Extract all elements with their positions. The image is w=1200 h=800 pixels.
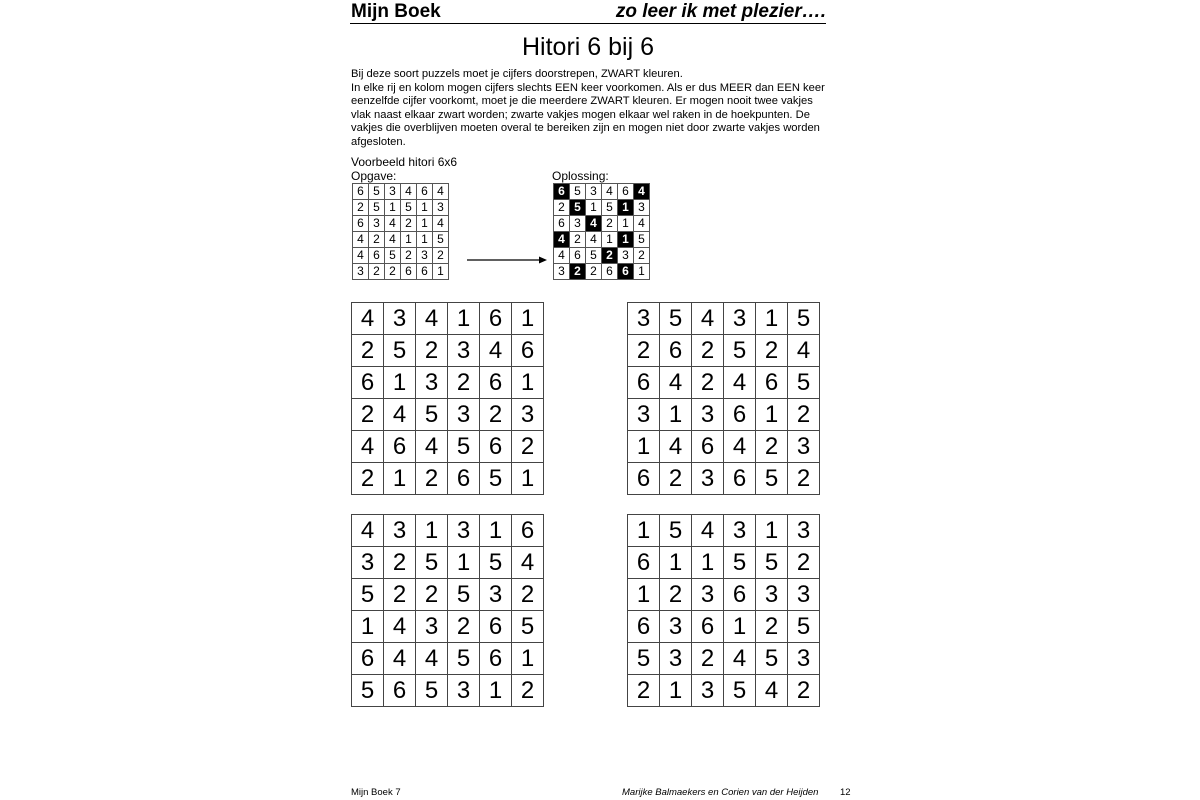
grid-cell[interactable]: 3 [692, 579, 724, 611]
grid-cell[interactable]: 1 [660, 675, 692, 707]
grid-row [352, 335, 544, 367]
grid-cell: 4 [353, 232, 369, 248]
grid-cell[interactable]: 2 [692, 335, 724, 367]
grid-cell[interactable]: 5 [724, 547, 756, 579]
grid-cell[interactable]: 5 [724, 335, 756, 367]
grid-cell: 4 [554, 232, 570, 248]
grid-cell: 4 [554, 248, 570, 264]
grid-cell[interactable]: 4 [692, 515, 724, 547]
grid-cell: 5 [369, 200, 385, 216]
grid-row [628, 675, 820, 707]
grid-cell: 3 [385, 184, 401, 200]
grid-cell[interactable]: 5 [512, 611, 544, 643]
grid-cell: 2 [369, 264, 385, 280]
grid-cell[interactable]: 5 [416, 675, 448, 707]
grid-cell[interactable]: 3 [788, 643, 820, 675]
grid-cell: 1 [417, 232, 433, 248]
puzzle-grid-3 [351, 514, 544, 707]
grid-cell: 1 [417, 200, 433, 216]
grid-row [352, 431, 544, 463]
example-opgave-grid [352, 183, 449, 280]
grid-cell[interactable]: 1 [384, 367, 416, 399]
grid-cell[interactable]: 1 [512, 303, 544, 335]
grid-cell[interactable]: 4 [416, 431, 448, 463]
grid-cell: 6 [618, 184, 634, 200]
grid-row [353, 232, 449, 248]
grid-cell[interactable]: 2 [352, 335, 384, 367]
grid-cell[interactable]: 1 [448, 547, 480, 579]
grid-cell[interactable]: 4 [756, 675, 788, 707]
grid-cell: 3 [369, 216, 385, 232]
grid-cell: 5 [570, 200, 586, 216]
grid-cell[interactable]: 3 [448, 335, 480, 367]
grid-cell: 3 [554, 264, 570, 280]
grid-cell: 5 [369, 184, 385, 200]
header-slogan: zo leer ik met plezier…. [615, 1, 826, 22]
grid-cell[interactable]: 5 [480, 547, 512, 579]
grid-cell[interactable]: 1 [512, 463, 544, 495]
grid-cell[interactable]: 3 [448, 515, 480, 547]
grid-cell: 3 [353, 264, 369, 280]
grid-cell[interactable]: 4 [660, 367, 692, 399]
grid-cell[interactable]: 1 [512, 643, 544, 675]
grid-cell[interactable]: 5 [384, 335, 416, 367]
grid-cell[interactable]: 2 [384, 579, 416, 611]
grid-row [628, 431, 820, 463]
grid-cell: 3 [570, 216, 586, 232]
grid-row [352, 515, 544, 547]
grid-cell[interactable]: 5 [628, 643, 660, 675]
grid-cell[interactable]: 5 [352, 675, 384, 707]
arrow-right-icon [467, 254, 547, 266]
grid-cell[interactable]: 5 [352, 579, 384, 611]
grid-cell[interactable]: 2 [512, 675, 544, 707]
grid-cell[interactable]: 6 [384, 431, 416, 463]
grid-cell[interactable]: 1 [724, 611, 756, 643]
grid-cell[interactable]: 1 [384, 463, 416, 495]
grid-cell: 4 [353, 248, 369, 264]
grid-row [352, 579, 544, 611]
grid-cell[interactable]: 2 [512, 431, 544, 463]
grid-row [352, 675, 544, 707]
grid-cell: 1 [618, 216, 634, 232]
grid-cell[interactable]: 5 [448, 431, 480, 463]
grid-row [628, 579, 820, 611]
grid-cell[interactable]: 6 [724, 399, 756, 431]
grid-cell[interactable]: 5 [724, 675, 756, 707]
grid-cell[interactable]: 2 [352, 399, 384, 431]
grid-cell[interactable]: 4 [724, 367, 756, 399]
grid-cell[interactable]: 3 [660, 643, 692, 675]
grid-cell[interactable]: 1 [756, 303, 788, 335]
grid-cell[interactable]: 2 [416, 463, 448, 495]
grid-cell: 6 [369, 248, 385, 264]
grid-row [554, 264, 650, 280]
grid-cell[interactable]: 3 [724, 303, 756, 335]
grid-cell[interactable]: 5 [756, 463, 788, 495]
grid-cell[interactable]: 6 [480, 643, 512, 675]
grid-cell[interactable]: 6 [756, 367, 788, 399]
grid-cell[interactable]: 3 [448, 675, 480, 707]
grid-cell: 4 [385, 216, 401, 232]
grid-cell[interactable]: 3 [416, 367, 448, 399]
grid-cell[interactable]: 1 [628, 579, 660, 611]
grid-cell[interactable]: 5 [788, 367, 820, 399]
grid-cell: 6 [554, 216, 570, 232]
puzzle-grid-2 [627, 302, 820, 495]
grid-cell: 2 [369, 232, 385, 248]
grid-cell[interactable]: 2 [692, 367, 724, 399]
grid-cell: 4 [586, 216, 602, 232]
grid-cell: 4 [401, 184, 417, 200]
grid-cell: 4 [433, 216, 449, 232]
grid-cell[interactable]: 4 [480, 335, 512, 367]
grid-cell[interactable]: 6 [692, 611, 724, 643]
grid-cell[interactable]: 6 [628, 463, 660, 495]
grid-row [628, 547, 820, 579]
grid-cell[interactable]: 2 [628, 675, 660, 707]
grid-cell[interactable]: 5 [416, 399, 448, 431]
grid-cell[interactable]: 5 [756, 547, 788, 579]
grid-cell[interactable]: 4 [384, 643, 416, 675]
grid-cell[interactable]: 1 [628, 431, 660, 463]
grid-cell: 1 [433, 264, 449, 280]
grid-row [352, 611, 544, 643]
grid-cell[interactable]: 1 [628, 515, 660, 547]
grid-cell[interactable]: 2 [756, 431, 788, 463]
footer-book: Mijn Boek 7 [351, 787, 401, 798]
grid-cell: 6 [401, 264, 417, 280]
grid-cell[interactable]: 2 [352, 463, 384, 495]
grid-cell: 2 [433, 248, 449, 264]
grid-cell[interactable]: 6 [480, 303, 512, 335]
grid-cell[interactable]: 4 [384, 399, 416, 431]
grid-row [554, 232, 650, 248]
grid-cell[interactable]: 4 [660, 431, 692, 463]
grid-cell[interactable]: 3 [384, 515, 416, 547]
grid-row [353, 216, 449, 232]
grid-cell[interactable]: 4 [692, 303, 724, 335]
grid-cell[interactable]: 6 [660, 335, 692, 367]
grid-cell[interactable]: 2 [660, 579, 692, 611]
grid-cell[interactable]: 3 [788, 515, 820, 547]
grid-cell[interactable]: 5 [448, 579, 480, 611]
grid-cell: 2 [353, 200, 369, 216]
grid-cell: 2 [385, 264, 401, 280]
grid-cell: 4 [634, 216, 650, 232]
grid-cell[interactable]: 6 [628, 611, 660, 643]
header-book-title: Mijn Boek [351, 1, 441, 22]
grid-cell[interactable]: 2 [788, 675, 820, 707]
grid-cell[interactable]: 4 [788, 335, 820, 367]
grid-cell: 6 [570, 248, 586, 264]
opgave-label: Opgave: [351, 169, 397, 183]
grid-cell: 4 [586, 232, 602, 248]
grid-cell[interactable]: 2 [512, 579, 544, 611]
grid-cell[interactable]: 3 [660, 611, 692, 643]
grid-row [352, 399, 544, 431]
grid-cell[interactable]: 3 [724, 515, 756, 547]
grid-cell[interactable]: 6 [384, 675, 416, 707]
grid-cell[interactable]: 1 [352, 611, 384, 643]
grid-cell: 5 [586, 248, 602, 264]
grid-cell[interactable]: 4 [384, 611, 416, 643]
grid-cell[interactable]: 2 [448, 611, 480, 643]
page-title: Hitori 6 bij 6 [522, 33, 654, 61]
grid-row [628, 643, 820, 675]
grid-cell: 2 [602, 248, 618, 264]
grid-cell: 5 [433, 232, 449, 248]
grid-cell: 3 [433, 200, 449, 216]
grid-cell[interactable]: 6 [724, 463, 756, 495]
grid-row [353, 248, 449, 264]
grid-cell[interactable]: 3 [384, 303, 416, 335]
grid-cell: 3 [634, 200, 650, 216]
grid-cell[interactable]: 3 [512, 399, 544, 431]
grid-cell[interactable]: 2 [692, 643, 724, 675]
grid-cell[interactable]: 4 [724, 431, 756, 463]
grid-cell[interactable]: 3 [416, 611, 448, 643]
grid-cell[interactable]: 2 [384, 547, 416, 579]
grid-cell[interactable]: 4 [416, 303, 448, 335]
grid-cell[interactable]: 1 [692, 547, 724, 579]
grid-cell[interactable]: 3 [480, 579, 512, 611]
grid-cell: 1 [618, 200, 634, 216]
grid-cell: 1 [401, 232, 417, 248]
grid-cell[interactable]: 1 [756, 399, 788, 431]
grid-cell[interactable]: 5 [788, 303, 820, 335]
grid-cell[interactable]: 6 [628, 367, 660, 399]
grid-cell: 4 [602, 184, 618, 200]
grid-cell[interactable]: 6 [480, 431, 512, 463]
grid-row [554, 200, 650, 216]
grid-cell: 2 [602, 216, 618, 232]
grid-row [554, 216, 650, 232]
grid-cell: 2 [634, 248, 650, 264]
grid-cell: 2 [570, 264, 586, 280]
grid-cell: 3 [618, 248, 634, 264]
example-title: Voorbeeld hitori 6x6 [351, 155, 458, 169]
grid-cell[interactable]: 6 [352, 367, 384, 399]
grid-cell[interactable]: 2 [788, 399, 820, 431]
grid-cell[interactable]: 6 [480, 367, 512, 399]
grid-cell[interactable]: 2 [756, 335, 788, 367]
grid-cell[interactable]: 5 [660, 515, 692, 547]
grid-cell[interactable]: 3 [788, 431, 820, 463]
grid-cell[interactable]: 2 [660, 463, 692, 495]
grid-cell: 6 [554, 184, 570, 200]
puzzle-grid-1 [351, 302, 544, 495]
grid-cell: 3 [586, 184, 602, 200]
grid-cell[interactable]: 5 [448, 643, 480, 675]
grid-cell: 5 [634, 232, 650, 248]
grid-cell: 5 [602, 200, 618, 216]
grid-row [628, 463, 820, 495]
grid-cell: 2 [401, 216, 417, 232]
grid-row [628, 335, 820, 367]
grid-row [353, 264, 449, 280]
example-oplossing-grid [553, 183, 650, 280]
grid-cell: 3 [417, 248, 433, 264]
grid-cell: 4 [634, 184, 650, 200]
grid-cell[interactable]: 4 [724, 643, 756, 675]
grid-cell: 6 [417, 264, 433, 280]
grid-row [353, 200, 449, 216]
grid-row [628, 367, 820, 399]
header-divider [350, 23, 826, 24]
grid-cell: 5 [385, 248, 401, 264]
grid-row [352, 367, 544, 399]
grid-cell[interactable]: 1 [660, 399, 692, 431]
grid-cell[interactable]: 1 [480, 675, 512, 707]
grid-cell[interactable]: 3 [756, 579, 788, 611]
grid-cell: 1 [602, 232, 618, 248]
grid-cell[interactable]: 2 [628, 335, 660, 367]
grid-cell[interactable]: 2 [448, 367, 480, 399]
grid-cell[interactable]: 2 [416, 335, 448, 367]
grid-cell[interactable]: 1 [416, 515, 448, 547]
grid-cell[interactable]: 3 [448, 399, 480, 431]
grid-cell[interactable]: 4 [512, 547, 544, 579]
grid-cell[interactable]: 3 [692, 675, 724, 707]
grid-cell: 5 [401, 200, 417, 216]
grid-cell[interactable]: 2 [788, 463, 820, 495]
grid-row [352, 463, 544, 495]
oplossing-label: Oplossing: [552, 169, 609, 183]
grid-cell: 1 [417, 216, 433, 232]
grid-cell[interactable]: 3 [788, 579, 820, 611]
grid-cell[interactable]: 3 [352, 547, 384, 579]
grid-cell: 2 [586, 264, 602, 280]
grid-cell[interactable]: 5 [788, 611, 820, 643]
grid-cell: 2 [401, 248, 417, 264]
grid-cell[interactable]: 1 [756, 515, 788, 547]
grid-cell: 1 [385, 200, 401, 216]
footer-authors: Marijke Balmaekers en Corien van der Heijden [622, 787, 819, 798]
puzzle-grid-4 [627, 514, 820, 707]
grid-cell[interactable]: 1 [512, 367, 544, 399]
grid-cell: 2 [570, 232, 586, 248]
grid-cell: 6 [618, 264, 634, 280]
grid-cell[interactable]: 5 [416, 547, 448, 579]
grid-cell[interactable]: 4 [352, 303, 384, 335]
grid-cell[interactable]: 2 [756, 611, 788, 643]
grid-row [353, 184, 449, 200]
grid-cell[interactable]: 2 [788, 547, 820, 579]
grid-cell[interactable]: 3 [692, 463, 724, 495]
grid-cell[interactable]: 5 [756, 643, 788, 675]
grid-cell[interactable]: 6 [724, 579, 756, 611]
instructions [351, 68, 831, 150]
grid-cell: 5 [570, 184, 586, 200]
grid-cell[interactable]: 3 [628, 399, 660, 431]
grid-cell[interactable]: 6 [512, 515, 544, 547]
grid-cell[interactable]: 4 [352, 431, 384, 463]
grid-cell: 1 [586, 200, 602, 216]
grid-cell[interactable]: 3 [692, 399, 724, 431]
grid-cell[interactable]: 6 [628, 547, 660, 579]
grid-cell[interactable]: 2 [480, 399, 512, 431]
grid-cell: 2 [554, 200, 570, 216]
grid-cell[interactable]: 4 [352, 515, 384, 547]
grid-row [628, 303, 820, 335]
grid-cell[interactable]: 4 [416, 643, 448, 675]
grid-row [352, 303, 544, 335]
instructions-paragraph-2: In elke rij en kolom mogen cijfers slechts EEN keer voorkomen. Als er dus MEER dan EEN keer eenzelfde cijfer voorkomt, moet je die meerdere ZWART kleuren. Er mogen nooit twee vakjes vlak naast elkaar zwart worden; zwarte vakjes mogen elkaar wel raken in de hoekpunten. De vakjes die overblijven moeten overal te bereiken zijn en mogen niet door zwarte vakjes worden afgesloten. [351, 81, 825, 148]
grid-cell[interactable]: 1 [480, 515, 512, 547]
grid-row [628, 611, 820, 643]
grid-cell: 1 [618, 232, 634, 248]
grid-cell: 6 [353, 216, 369, 232]
grid-cell[interactable]: 5 [480, 463, 512, 495]
grid-cell: 6 [602, 264, 618, 280]
grid-row [628, 515, 820, 547]
grid-cell[interactable]: 6 [512, 335, 544, 367]
grid-cell[interactable]: 6 [448, 463, 480, 495]
grid-row [554, 184, 650, 200]
grid-cell[interactable]: 1 [660, 547, 692, 579]
instructions-line-1: Bij deze soort puzzels moet je cijfers doorstrepen, ZWART kleuren. [351, 68, 683, 80]
grid-cell[interactable]: 3 [628, 303, 660, 335]
grid-cell: 6 [353, 184, 369, 200]
grid-cell: 6 [417, 184, 433, 200]
grid-cell[interactable]: 6 [352, 643, 384, 675]
grid-cell[interactable]: 1 [448, 303, 480, 335]
grid-cell: 4 [385, 232, 401, 248]
grid-cell[interactable]: 5 [660, 303, 692, 335]
grid-row [628, 399, 820, 431]
page-number: 12 [840, 787, 851, 798]
grid-cell: 1 [634, 264, 650, 280]
grid-row [352, 547, 544, 579]
grid-row [554, 248, 650, 264]
grid-cell: 4 [433, 184, 449, 200]
grid-row [352, 643, 544, 675]
grid-cell[interactable]: 6 [480, 611, 512, 643]
grid-cell[interactable]: 6 [692, 431, 724, 463]
grid-cell[interactable]: 2 [416, 579, 448, 611]
